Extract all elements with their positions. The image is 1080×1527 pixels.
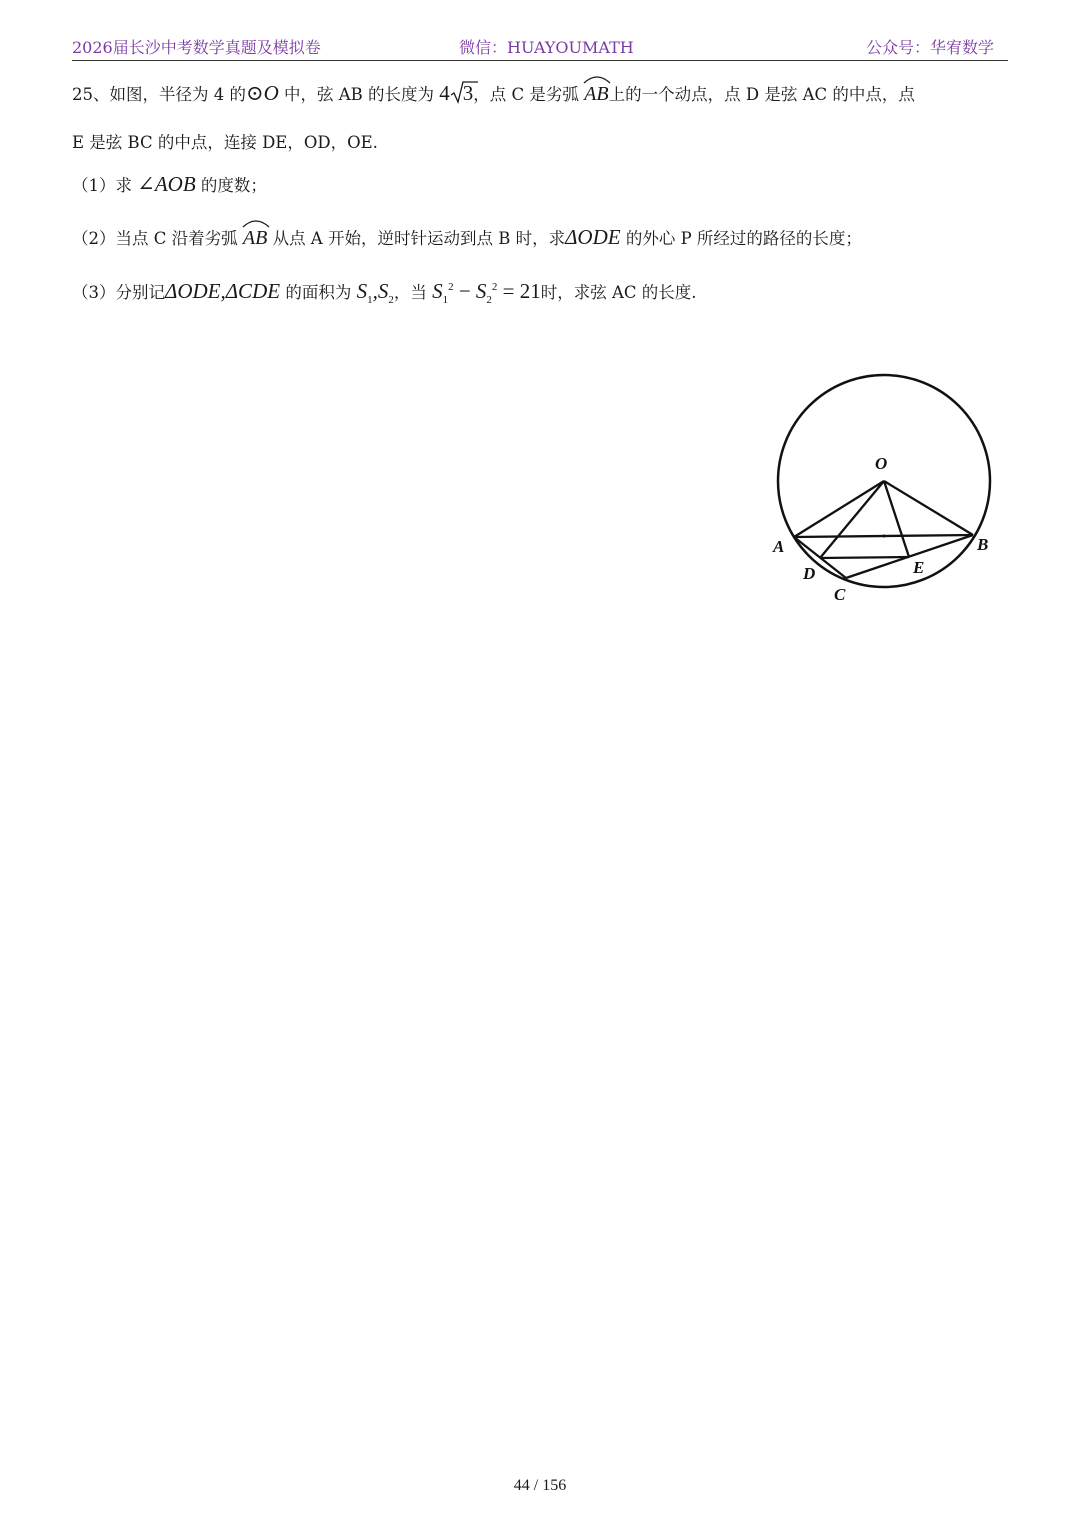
s: S (475, 279, 487, 303)
triangle-ode: ΔODE (565, 225, 621, 249)
label-o: O (875, 454, 888, 473)
header-title: 2026届长沙中考数学真题及模拟卷 (72, 38, 321, 57)
text: （2）当点 C 沿着劣弧 (72, 229, 238, 248)
arc-label: AB (242, 227, 268, 249)
arc-ab (584, 80, 608, 106)
arc-mark (241, 218, 271, 228)
label-e: E (913, 558, 925, 577)
text: 的外心 P 所经过的路径的长度； (625, 229, 862, 248)
text: ，当 (393, 283, 427, 302)
sqrt (450, 81, 474, 106)
segment-de (820, 557, 909, 558)
s1-s2 (356, 279, 394, 307)
arc-label: AB (584, 83, 609, 105)
equals: = 21 (497, 279, 541, 303)
arc-mark (582, 74, 612, 84)
segment-oa (794, 481, 884, 537)
radical-sign (450, 79, 478, 105)
text: 的面积为 (285, 283, 352, 302)
text: 的度数； (200, 176, 267, 195)
question-2 (72, 224, 862, 250)
equation (432, 279, 541, 307)
geometry-figure (760, 368, 1010, 613)
text: （1）求 (72, 176, 132, 195)
arc-ab (243, 224, 267, 250)
sub: 2 (388, 294, 394, 307)
problem-line-2: E 是弦 BC 的中点，连接 DE，OD，OE. (72, 133, 378, 152)
sup: 2 (448, 281, 454, 293)
s: S (432, 279, 443, 303)
text: ，点 C 是劣弧 (473, 85, 579, 104)
math-o: O (263, 81, 279, 105)
angle-aob: ∠AOB (137, 172, 196, 196)
radicand: 3 (462, 81, 474, 105)
text: （3）分别记 (72, 283, 165, 302)
page-header (72, 30, 1008, 61)
triangles: ΔODE,ΔCDE (165, 279, 281, 303)
circle-symbol: ⊙ (245, 81, 264, 105)
figure-lines (794, 481, 973, 578)
midpoint-dot (883, 535, 886, 538)
sup: 2 (491, 281, 498, 293)
question-1 (72, 172, 267, 197)
page-number: 44 / 156 (513, 1477, 567, 1494)
text: 时，求弦 AC 的长度. (540, 283, 697, 302)
coef: 4 (439, 81, 450, 105)
segment-ob (884, 481, 973, 535)
text: 上的一个动点，点 D 是弦 AC 的中点，点 (608, 85, 915, 104)
segment-oe (884, 481, 909, 557)
header-wechat: 微信：HUAYOUMATH (459, 38, 634, 57)
sub: 1 (367, 294, 373, 307)
text: 从点 A 开始，逆时针运动到点 B 时，求 (272, 229, 566, 248)
sub: 1 (442, 294, 449, 307)
label-d: D (803, 564, 816, 583)
label-c: C (834, 585, 846, 604)
four-root-three (439, 81, 473, 105)
s: S (377, 279, 389, 303)
text: 中，弦 AB 的长度为 (278, 85, 435, 104)
label-b: B (977, 535, 989, 554)
label-a: A (773, 537, 785, 556)
minus: − (453, 279, 476, 303)
text: 25、如图，半径为 4 的 (72, 85, 246, 104)
sub: 2 (486, 294, 492, 307)
segment-od (820, 481, 884, 558)
problem-line-1 (72, 80, 915, 106)
question-3 (72, 279, 697, 307)
header-account: 公众号：华宥数学 (865, 38, 994, 57)
comma: , (372, 279, 378, 303)
s: S (356, 279, 368, 303)
